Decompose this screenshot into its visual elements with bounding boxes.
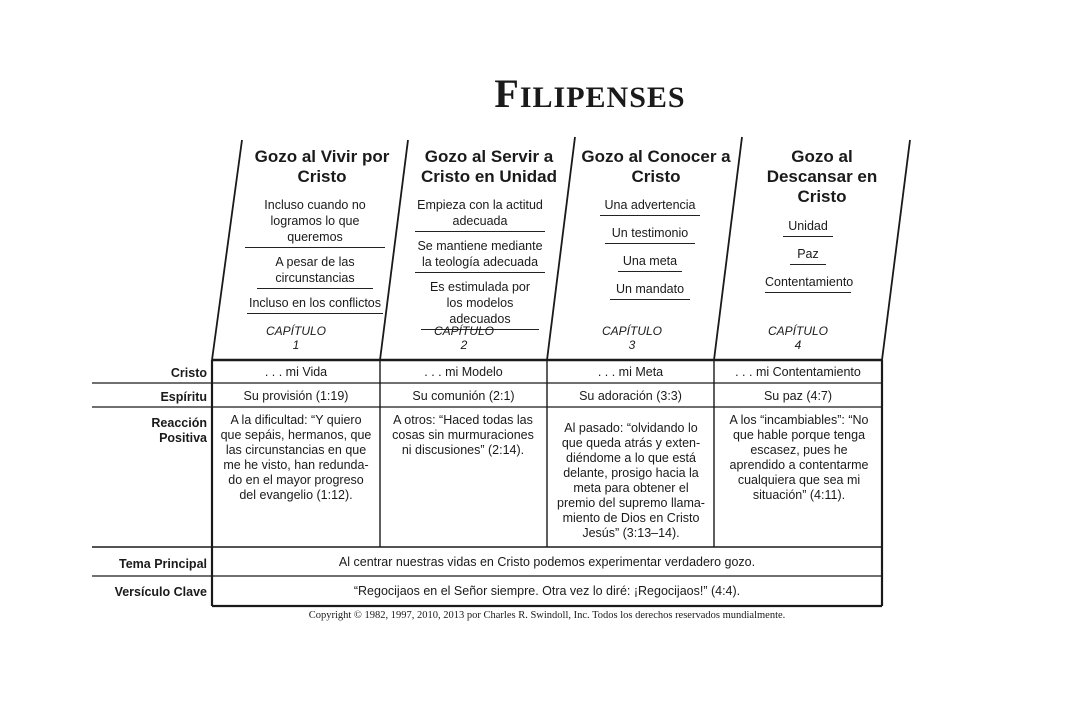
column-1-chapter-number: 1 bbox=[292, 338, 300, 352]
column-1-note-2: A pesar de las circunstancias bbox=[257, 254, 373, 289]
column-4-heading: Gozo al Descansar en Cristo bbox=[766, 147, 878, 206]
column-2-chapter-number: 2 bbox=[460, 338, 468, 352]
reaccion-cell-1: A la dificultad: “Y quiero que sepáis, hermanos, que las circunstancias en que me he visto, han redunda-do en el mayor progreso del evangelio (1:12). bbox=[220, 413, 372, 502]
column-4-note-2: Paz bbox=[790, 246, 826, 265]
row-label-tema: Tema Principal bbox=[119, 557, 207, 571]
reaccion-cell-2: A otros: “Haced todas las cosas sin murmuraciones ni discusiones” (2:14). bbox=[392, 413, 534, 457]
title-rest: ILIPENSES bbox=[519, 81, 686, 114]
column-4-note-1: Unidad bbox=[783, 218, 833, 237]
column-2-heading: Gozo al Servir a Cristo en Unidad bbox=[420, 147, 557, 186]
column-2-chapter bbox=[424, 324, 504, 352]
column-4-note-3: Contentamiento bbox=[765, 274, 851, 293]
row-label-versiculo: Versículo Clave bbox=[114, 585, 207, 599]
column-1-note-1: Incluso cuando no logramos lo que queremos bbox=[245, 197, 385, 248]
column-3-chapter bbox=[592, 324, 672, 352]
reaccion-cell-4: A los “incambiables”: “No que hable porque tenga escasez, pues he aprendido a contentarme cualquiera que sea mi situación” (4:11). bbox=[729, 413, 869, 502]
espiritu-cell-3: Su adoración (3:3) bbox=[579, 389, 682, 403]
column-3-note-4: Un mandato bbox=[610, 281, 690, 300]
column-2-chapter-label: CAPÍTULO bbox=[433, 324, 494, 338]
column-4-notes bbox=[740, 218, 876, 299]
column-3-note-2: Un testimonio bbox=[605, 225, 695, 244]
row-label-espiritu: Espíritu bbox=[160, 390, 207, 404]
espiritu-cell-1: Su provisión (1:19) bbox=[243, 389, 349, 403]
versiculo-clave-text: “Regocijaos en el Señor siempre. Otra vez lo diré: ¡Regocijaos!” (4:4). bbox=[353, 584, 741, 598]
tema-principal-text: Al centrar nuestras vidas en Cristo podemos experimentar verdadero gozo. bbox=[338, 555, 756, 569]
reaccion-cell-3: Al pasado: “olvidando lo que queda atrás y exten-diéndome a lo que está delante, prosigo hacia la meta para obtener el premio del supremo llama-miento de Dios en Cristo Jesús” (3:13–14). bbox=[557, 421, 705, 540]
column-1-note-3: Incluso en los conflictos bbox=[247, 295, 383, 314]
column-3-note-3: Una meta bbox=[618, 253, 682, 272]
cristo-cell-4: . . . mi Contentamiento bbox=[735, 365, 861, 379]
title-first-letter: F bbox=[494, 71, 520, 116]
cristo-cell-2: . . . mi Modelo bbox=[424, 365, 503, 379]
column-4-chapter bbox=[758, 324, 838, 352]
row-label-reaccion: Reacción Positiva bbox=[151, 416, 207, 445]
row-label-cristo: Cristo bbox=[170, 366, 207, 380]
column-2-note-2: Se mantiene mediante la teología adecuada bbox=[415, 238, 545, 273]
espiritu-cell-2: Su comunión (2:1) bbox=[412, 389, 515, 403]
espiritu-cell-4: Su paz (4:7) bbox=[763, 389, 833, 403]
column-4-chapter-number: 4 bbox=[794, 338, 802, 352]
column-3-note-1: Una advertencia bbox=[600, 197, 700, 216]
column-1-chapter bbox=[256, 324, 336, 352]
column-3-chapter-number: 3 bbox=[628, 338, 636, 352]
column-1-heading: Gozo al Vivir por Cristo bbox=[254, 147, 390, 186]
cristo-cell-3: . . . mi Meta bbox=[597, 365, 664, 379]
column-3-chapter-label: CAPÍTULO bbox=[601, 324, 662, 338]
column-4-chapter-label: CAPÍTULO bbox=[767, 324, 828, 338]
column-2-notes bbox=[400, 197, 560, 336]
column-2-note-1: Empieza con la actitud adecuada bbox=[415, 197, 545, 232]
column-3-heading: Gozo al Conocer a Cristo bbox=[581, 147, 731, 186]
copyright-notice: Copyright © 1982, 1997, 2010, 2013 por Charles R. Swindoll, Inc. Todos los derechos reservados mundialmente. bbox=[308, 610, 786, 621]
cristo-cell-1: . . . mi Vida bbox=[264, 365, 328, 379]
column-2-note-3: Es estimulada por los modelos adecuados bbox=[421, 279, 539, 330]
column-1-chapter-label: CAPÍTULO bbox=[265, 324, 326, 338]
column-3-notes bbox=[570, 197, 730, 306]
column-1-notes bbox=[232, 197, 398, 320]
